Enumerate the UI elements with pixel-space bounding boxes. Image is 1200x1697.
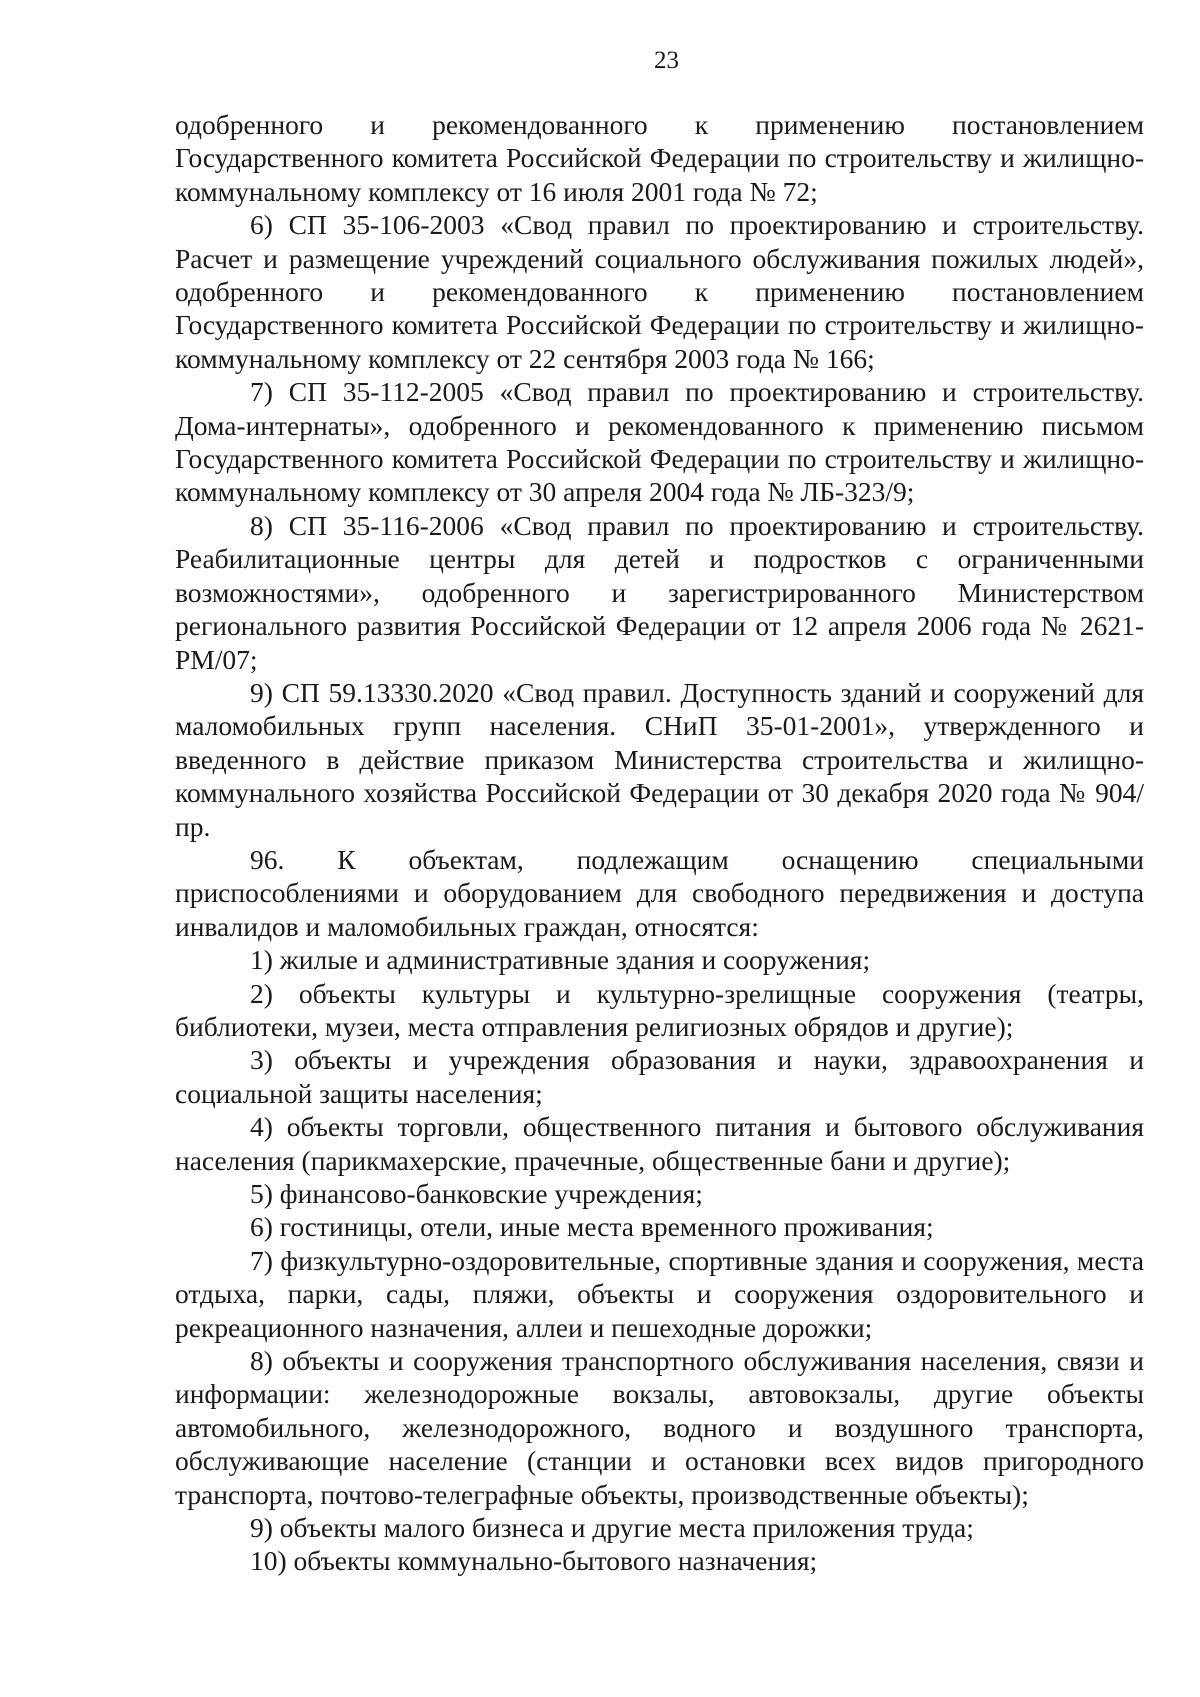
list-item-object-1: 1) жилые и административные здания и сооружения;: [250, 944, 871, 976]
page-number: 23: [654, 47, 679, 74]
list-item-object-4: 4) объекты торговли, общественного питания и бытового обслуживания населения (парикмахерские, прачечные, общественные бани и другие);: [175, 1111, 1144, 1176]
list-item-object-9: 9) объекты малого бизнеса и другие места приложения труда;: [250, 1512, 974, 1544]
paragraph-item-6: 6) СП 35-106-2003 «Свод правил по проектированию и строительству. Расчет и размещение учреждений социального обслуживания пожилых людей», одобренного и рекомендованного к применению постановлением Государственного комитета Российской Федерации по строительству и жилищно-коммунальному комплексу от 22 сентября 2003 года № 166;: [175, 209, 1144, 374]
list-item-object-6: 6) гостиницы, отели, иные места временного проживания;: [250, 1211, 934, 1243]
paragraph-item-7: 7) СП 35-112-2005 «Свод правил по проектированию и строительству. Дома-интернаты», одобренного и рекомендованного к применению письмом Государственного комитета Российской Федерации по строительству и жилищно-коммунальному комплексу от 30 апреля 2004 года № ЛБ-323/9;: [175, 376, 1144, 508]
list-item-object-3: 3) объекты и учреждения образования и науки, здравоохранения и социальной защиты населения;: [175, 1044, 1144, 1109]
list-item-object-2: 2) объекты культуры и культурно-зрелищные сооружения (театры, библиотеки, музеи, места отправления религиозных обрядов и другие);: [175, 977, 1144, 1042]
paragraph-continuation-item-5: одобренного и рекомендованного к применению постановлением Государственного комитета Российской Федерации по строительству и жилищно-коммунальному комплексу от 16 июля 2001 года № 72;: [175, 109, 1144, 207]
list-item-object-5: 5) финансово-банковские учреждения;: [250, 1178, 703, 1209]
paragraph-section-96: 96. К объектам, подлежащим оснащению специальными приспособлениями и оборудованием для свободного передвижения и доступа инвалидов и маломобильных граждан, относятся:: [175, 843, 1144, 942]
paragraph-item-9: 9) СП 59.13330.2020 «Свод правил. Доступность зданий и сооружений для маломобильных групп населения. СНиП 35-01-2001», утвержденного и введенного в действие приказом Министерства строительства и жилищно-коммунального хозяйства Российской Федерации от 30 декабря 2020 года № 904/пр.: [175, 676, 1144, 842]
list-item-object-7: 7) физкультурно-оздоровительные, спортивные здания и сооружения, места отдыха, парки, сады, пляжи, объекты и сооружения оздоровительного и рекреационного назначения, аллеи и пешеходные дорожки;: [175, 1244, 1144, 1343]
list-item-object-10: 10) объекты коммунально-бытового назначения;: [250, 1545, 818, 1577]
document-body: [175, 108, 1144, 1578]
paragraph-item-8: 8) СП 35-116-2006 «Свод правил по проектированию и строительству. Реабилитационные центры для детей и подростков с ограниченными возможностями», одобренного и зарегистрированного Министерством регионального развития Российской Федерации от 12 апреля 2006 года № 2621-РМ/07;: [175, 509, 1144, 675]
list-item-object-8: 8) объекты и сооружения транспортного обслуживания населения, связи и информации: железнодорожные вокзалы, автовокзалы, другие объекты автомобильного, железнодорожного, водного и воздушного транспорта, обслуживающие население (станции и остановки всех видов пригородного транспорта, почтово-телеграфные объекты, производственные объекты);: [175, 1345, 1144, 1510]
